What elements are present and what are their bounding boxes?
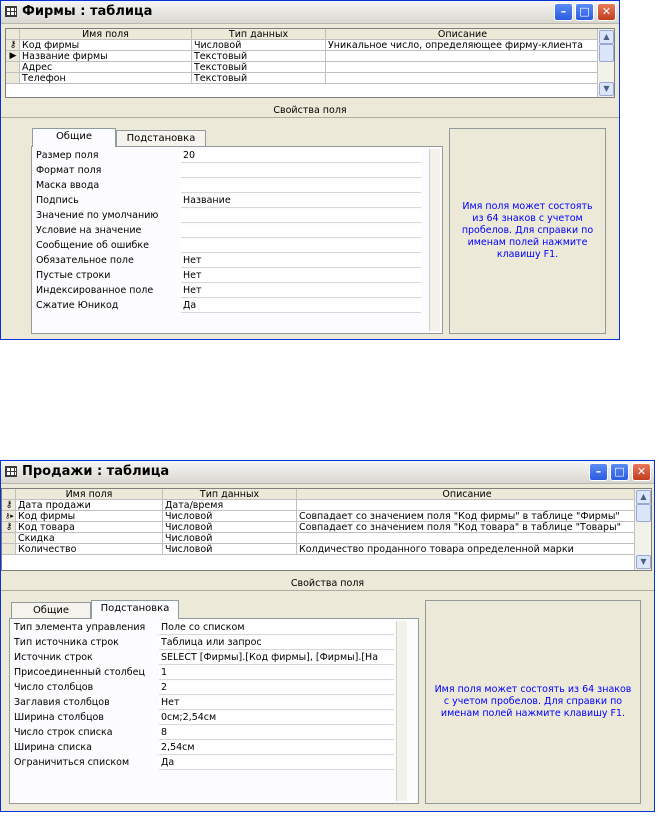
scroll-down-arrow-icon[interactable]: ▼ [599,82,614,96]
data-type-cell[interactable]: Дата/время [163,500,297,511]
tab-general[interactable]: Общие [11,602,91,619]
property-value-field[interactable]: 1 [159,667,394,680]
property-row [14,711,394,725]
scroll-up-arrow-icon[interactable]: ▲ [636,490,651,504]
row-selector[interactable] [2,511,16,522]
property-value-field[interactable]: Да [181,300,421,313]
property-label: Ограничиться списком [14,757,130,768]
description-cell[interactable] [297,500,638,511]
property-label: Ширина списка [14,742,92,753]
property-label: Тип источника строк [14,637,119,648]
field-properties-title: Свойства поля [1,577,654,591]
description-cell[interactable] [326,51,600,62]
property-row [14,681,394,695]
field-name-cell[interactable]: Скидка [16,533,163,544]
property-label: Тип элемента управления [14,622,146,633]
property-value-field[interactable]: SELECT [Фирмы].[Код фирмы], [Фирмы].[На [159,652,394,665]
row-selector[interactable] [2,533,16,544]
property-value-field[interactable]: 0см;2,54см [159,712,394,725]
close-button[interactable]: ✕ [632,463,651,481]
property-row [36,149,421,163]
description-cell[interactable] [326,62,600,73]
property-row [14,726,394,740]
properties-panel [31,146,443,334]
property-label: Число строк списка [14,727,113,738]
help-text: Имя поля может состоять из 64 знаков с учетом пробелов. Для справки по именам полей нажмите клавишу F1. [425,600,641,804]
table-row[interactable] [6,62,600,73]
description-cell[interactable]: Совпадает со значением поля "Код фирмы" в таблице "Фирмы" [297,511,638,522]
field-name-cell[interactable]: Количество [16,544,163,555]
row-selector[interactable] [6,62,20,73]
property-value-field[interactable]: Нет [159,697,394,710]
row-selector[interactable] [2,522,16,533]
property-label: Ширина столбцов [14,712,104,723]
property-value-field[interactable]: 2 [159,682,394,695]
column-header-data-type[interactable]: Тип данных [163,489,297,500]
property-value-field[interactable]: Нет [181,255,421,268]
properties-panel [9,618,419,804]
minimize-button[interactable]: – [554,3,573,21]
row-selector[interactable] [6,73,20,84]
tab-lookup[interactable]: Подстановка [116,130,206,147]
scroll-down-arrow-icon[interactable]: ▼ [636,555,651,569]
property-value-field[interactable]: Да [159,757,394,770]
field-properties-title: Свойства поля [1,104,619,118]
property-row [36,284,421,298]
property-row [36,269,421,283]
column-header-description[interactable]: Описание [297,489,638,500]
column-header-data-type[interactable]: Тип данных [192,29,326,40]
window-title: Фирмы : таблица [22,4,153,19]
property-value-field[interactable] [181,240,421,253]
data-type-cell[interactable]: Текстовый [192,73,326,84]
primary-key-icon: ⚷ [5,522,13,532]
data-type-cell[interactable]: Числовой [192,40,326,51]
property-value-field[interactable]: Таблица или запрос [159,637,394,650]
property-label: Присоединенный столбец [14,667,145,678]
table-row[interactable] [2,533,638,544]
column-header-description[interactable]: Описание [326,29,600,40]
property-label: Условие на значение [36,225,142,236]
property-label: Источник строк [14,652,93,663]
maximize-button[interactable]: □ [575,3,594,21]
row-selector[interactable] [2,544,16,555]
table-icon [5,6,17,17]
property-row [36,209,421,223]
property-label: Сжатие Юникод [36,300,119,311]
properties-scrollbar[interactable] [396,621,407,801]
field-name-cell[interactable]: Код фирмы [16,511,163,522]
property-row [36,224,421,238]
field-name-cell[interactable]: Название фирмы [20,51,192,62]
property-row [36,194,421,208]
primary-key-icon: ⚷▸ [5,512,14,520]
title-bar[interactable] [1,1,619,24]
property-row [14,636,394,650]
close-button[interactable]: ✕ [597,3,616,21]
primary-key-icon: ⚷ [5,500,13,510]
grid-header [6,29,600,40]
window-title: Продажи : таблица [22,464,170,479]
field-grid [1,488,652,571]
row-selector[interactable] [6,40,20,51]
table-row[interactable] [6,40,600,51]
data-type-cell[interactable]: Числовой [163,522,297,533]
field-name-cell[interactable]: Адрес [20,62,192,73]
table-row[interactable] [2,522,638,533]
column-header-field-name[interactable]: Имя поля [20,29,192,40]
table-row[interactable] [2,544,638,555]
field-name-cell[interactable]: Код фирмы [20,40,192,51]
property-label: Число столбцов [14,682,94,693]
primary-key-icon: ⚷ [9,40,17,50]
property-row [36,164,421,178]
scroll-thumb[interactable] [636,504,651,522]
grid-scrollbar[interactable] [597,29,614,97]
description-cell[interactable] [297,533,638,544]
grid-header [2,489,638,500]
data-type-cell[interactable]: Числовой [163,511,297,522]
property-value-field[interactable]: 2,54см [159,742,394,755]
property-label: Индексированное поле [36,285,154,296]
data-type-cell[interactable]: Текстовый [192,62,326,73]
record-selector-arrow-icon: ▶ [9,51,17,61]
maximize-button[interactable]: □ [610,463,629,481]
property-label: Значение по умолчанию [36,210,159,221]
property-row [36,179,421,193]
property-row [14,621,394,635]
data-type-cell[interactable]: Числовой [163,533,297,544]
tab-general[interactable]: Общие [32,128,116,147]
property-value-field[interactable]: 20 [181,150,421,163]
table-row[interactable] [6,73,600,84]
field-name-cell[interactable]: Дата продажи [16,500,163,511]
property-value-field[interactable]: Название [181,195,421,208]
property-row [36,239,421,253]
scroll-thumb[interactable] [599,44,614,62]
property-label: Обязательное поле [36,255,134,266]
property-label: Подпись [36,195,79,206]
property-value-field[interactable] [181,165,421,178]
table-row[interactable] [6,51,600,62]
property-row [14,666,394,680]
table-icon [5,466,17,477]
property-value-field[interactable]: 8 [159,727,394,740]
property-row [14,651,394,665]
property-row [36,299,421,313]
field-name-cell[interactable]: Код товара [16,522,163,533]
table-design-window-sales [0,460,655,812]
property-row [14,741,394,755]
description-cell[interactable]: Уникальное число, определяющее фирму-клиента [326,40,600,51]
help-text: Имя поля может состоять из 64 знаков с учетом пробелов. Для справки по именам полей нажмите клавишу F1. [449,128,606,334]
property-value-field[interactable]: Нет [181,270,421,283]
title-bar[interactable] [1,461,654,484]
field-grid [5,28,615,98]
property-row [36,254,421,268]
description-cell[interactable]: Колдичество проданного товара определенной марки [297,544,638,555]
property-label: Маска ввода [36,180,100,191]
property-label: Размер поля [36,150,99,161]
property-label: Пустые строки [36,270,111,281]
property-value-field[interactable] [181,210,421,223]
field-name-cell[interactable]: Телефон [20,73,192,84]
properties-scrollbar[interactable] [429,149,440,331]
property-value-field[interactable]: Поле со списком [159,622,394,635]
scroll-up-arrow-icon[interactable]: ▲ [599,30,614,44]
table-row[interactable] [2,511,638,522]
property-value-field[interactable] [181,180,421,193]
grid-scrollbar[interactable] [634,489,651,570]
table-row[interactable] [2,500,638,511]
description-cell[interactable]: Совпадает со значением поля "Код товара" в таблице "Товары" [297,522,638,533]
table-design-window-firms [0,0,620,340]
row-selector[interactable] [2,500,16,511]
description-cell[interactable] [326,73,600,84]
tab-lookup[interactable]: Подстановка [91,600,179,619]
property-value-field[interactable] [181,225,421,238]
property-label: Сообщение об ошибке [36,240,149,251]
data-type-cell[interactable]: Числовой [163,544,297,555]
property-label: Формат поля [36,165,102,176]
column-header-field-name[interactable]: Имя поля [16,489,163,500]
property-row [14,696,394,710]
minimize-button[interactable]: – [589,463,608,481]
property-label: Заглавия столбцов [14,697,110,708]
property-value-field[interactable]: Нет [181,285,421,298]
data-type-cell[interactable]: Текстовый [192,51,326,62]
row-selector[interactable] [6,51,20,62]
property-row [14,756,394,770]
